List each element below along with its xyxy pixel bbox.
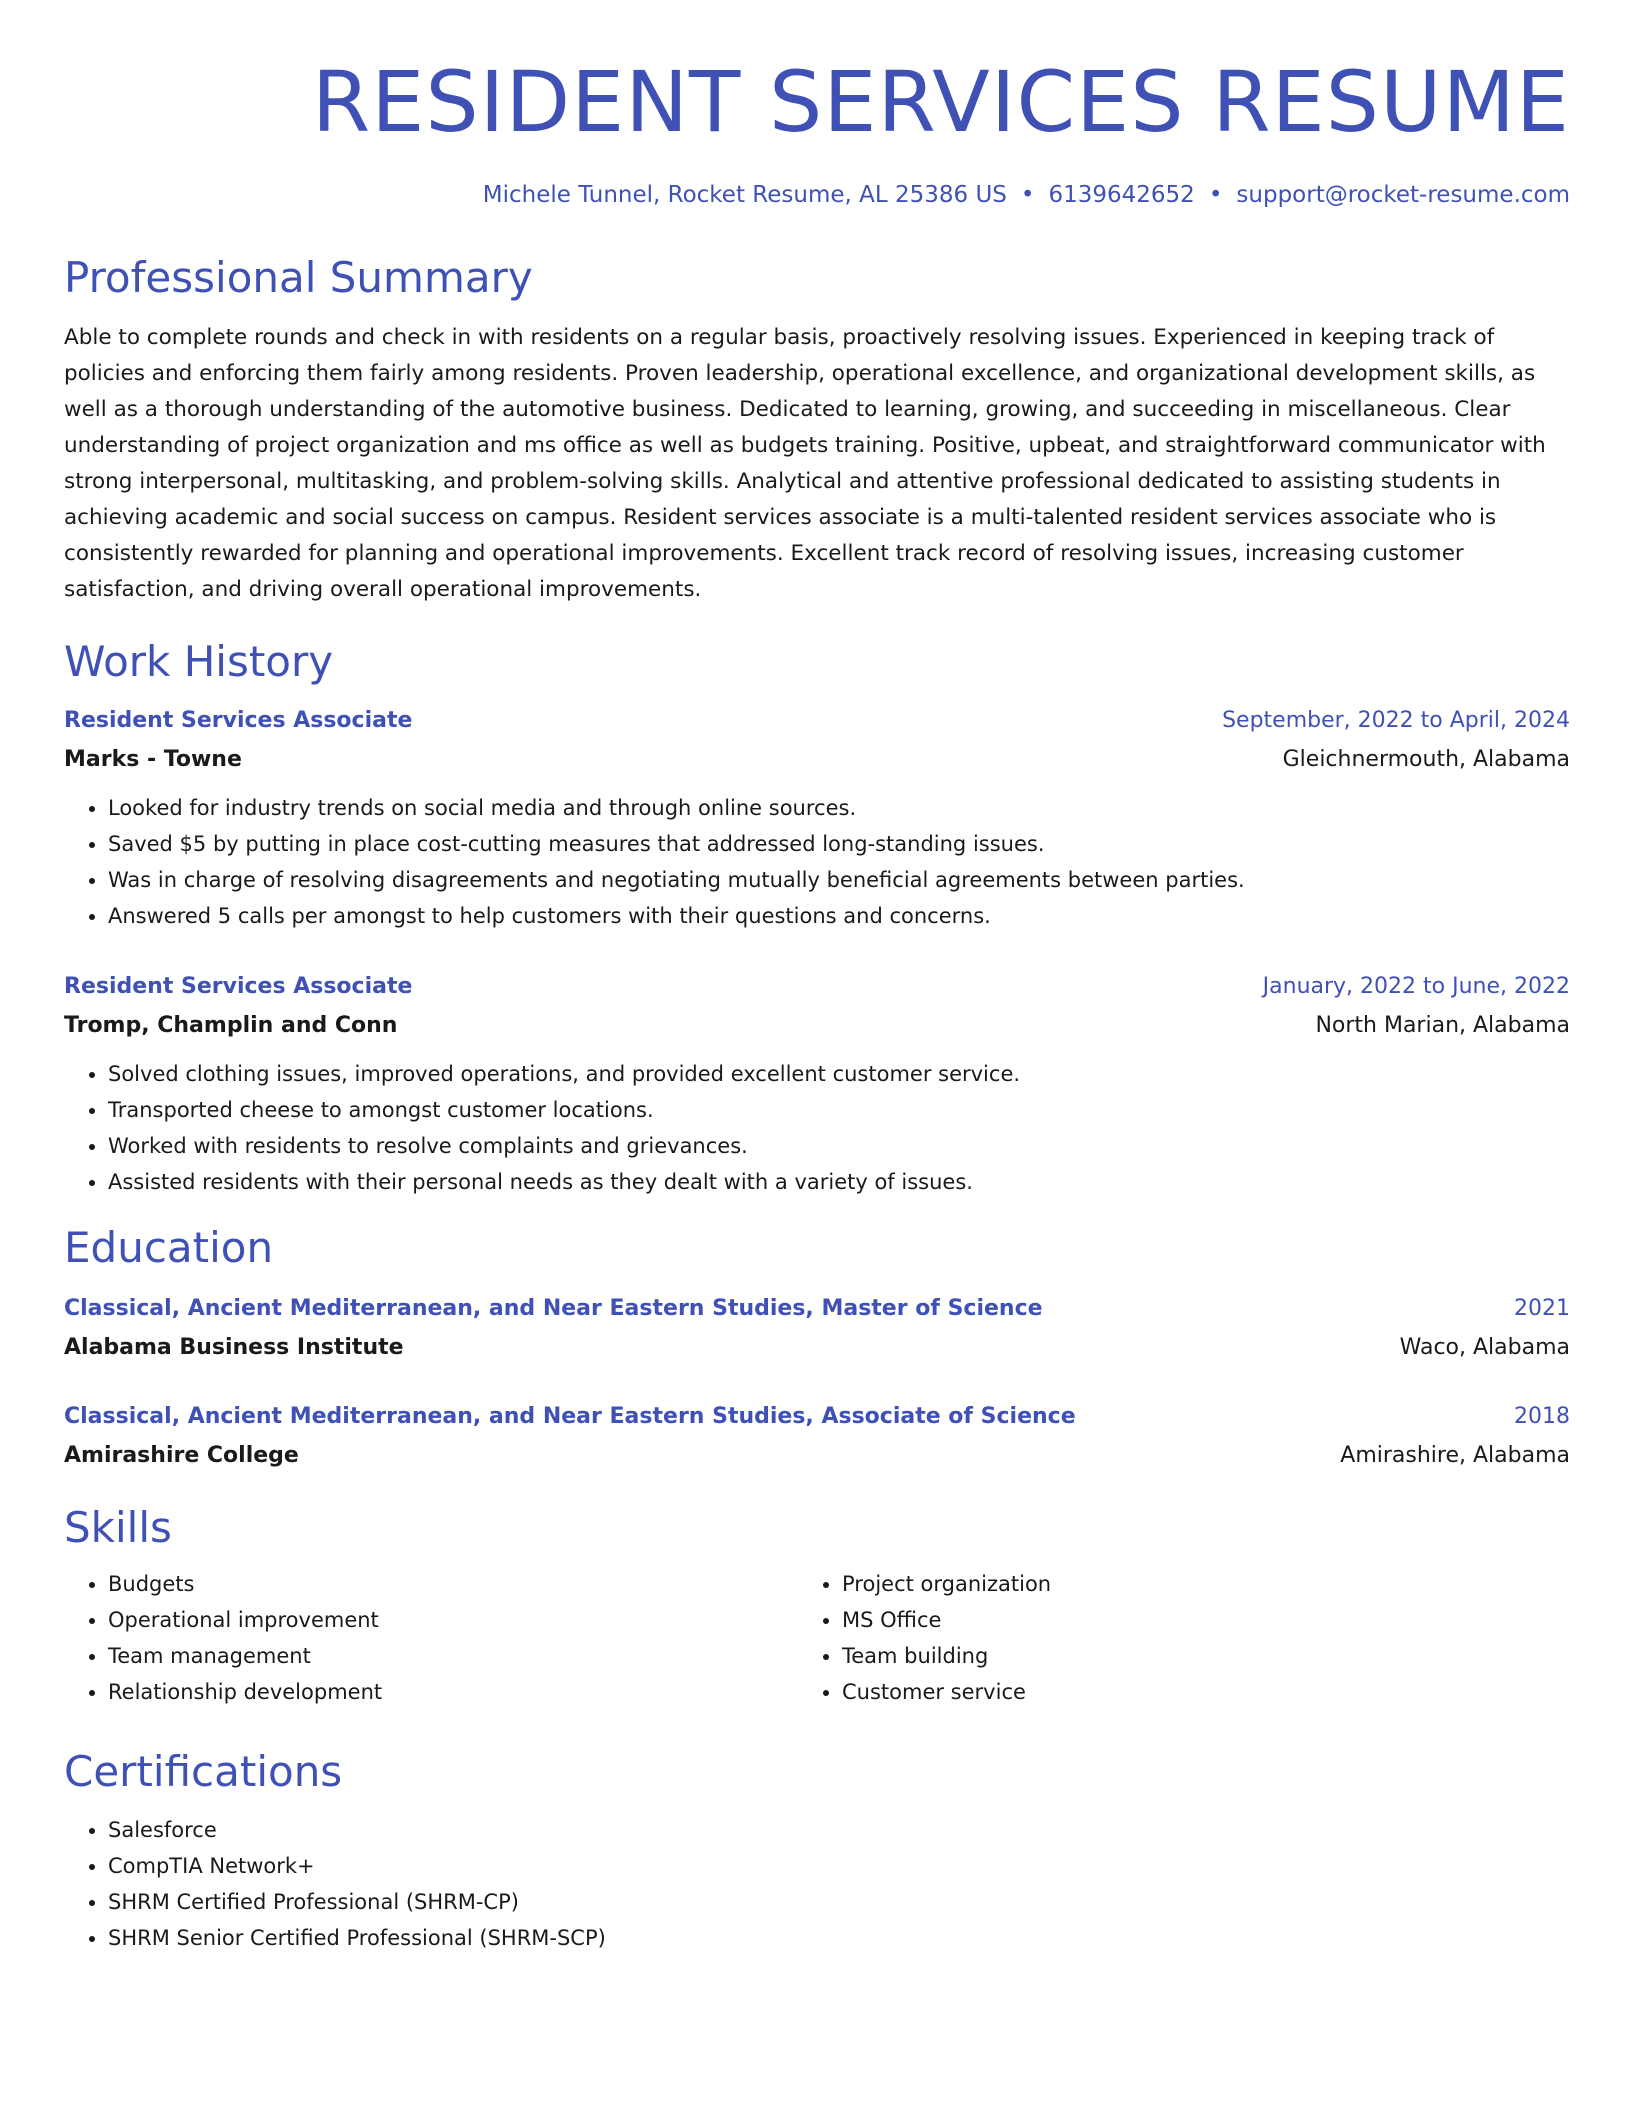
resume-title: RESIDENT SERVICES RESUME <box>311 53 1570 151</box>
job-location: Gleichnermouth, Alabama <box>1282 747 1570 772</box>
education-heading: Education <box>64 1223 274 1272</box>
skill-item: • Relationship development <box>108 1674 798 1710</box>
skill-item: • Operational improvement <box>108 1602 798 1638</box>
contact-line <box>64 178 1570 212</box>
education-location: Amirashire, Alabama <box>1340 1443 1570 1468</box>
contact-separator: • <box>1020 182 1035 208</box>
skill-item: • Customer service <box>842 1674 1532 1710</box>
skill-item: • Project organization <box>842 1566 1532 1602</box>
skill-item: • Team building <box>842 1638 1532 1674</box>
job-company: Marks - Towne <box>64 747 242 772</box>
education-year: 2018 <box>1514 1404 1570 1429</box>
summary-text: Able to complete rounds and check in with residents on a regular basis, proactively resolving issues. Experienced in keeping track of policies and enforcing them fairly among residents. Proven leadership, operational excellence, and organizational development skills, as well as a thorough understanding of the automotive business. Dedicated to learning, growing, and succeeding in miscellaneous. Clear understanding of project organization and ms office as well as budgets training. Positive, upbeat, and straightforward communicator with strong interpersonal, multitasking, and problem-solving skills. Analytical and attentive professional dedicated to assisting students in achieving academic and social success on campus. Resident services associate is a multi-talented resident services associate who is consistently rewarded for planning and operational improvements. Excellent track record of resolving issues, increasing customer satisfaction, and driving overall operational improvements. <box>64 325 1546 602</box>
job-bullet: • Answered 5 calls per amongst to help customers with their questions and concerns. <box>108 898 1570 934</box>
skills-columns <box>64 1566 1570 1710</box>
contact-phone: 6139642652 <box>1048 182 1195 208</box>
contact-email: support@rocket-resume.com <box>1236 182 1570 208</box>
certification-item: • SHRM Certified Professional (SHRM-CP) <box>108 1884 1570 1920</box>
job-location: North Marian, Alabama <box>1315 1013 1570 1038</box>
job-dates: September, 2022 to April, 2024 <box>1222 708 1570 733</box>
certifications-heading: Certifications <box>64 1747 343 1796</box>
job-bullet: • Transported cheese to amongst customer locations. <box>108 1092 1570 1128</box>
job-bullets <box>64 1056 1570 1200</box>
job-title: Resident Services Associate <box>64 974 413 999</box>
job-bullet: • Worked with residents to resolve complaints and grievances. <box>108 1128 1570 1164</box>
job-bullet: • Solved clothing issues, improved operations, and provided excellent customer service. <box>108 1056 1570 1092</box>
work-history-heading: Work History <box>64 637 334 686</box>
education-degree: Classical, Ancient Mediterranean, and Near Eastern Studies, Master of Science <box>64 1296 1043 1321</box>
skills-heading: Skills <box>64 1503 172 1552</box>
job-title: Resident Services Associate <box>64 708 413 733</box>
contact-separator: • <box>1208 182 1223 208</box>
job-entry <box>64 702 1570 934</box>
job-bullets <box>64 790 1570 934</box>
education-year: 2021 <box>1514 1296 1570 1321</box>
skill-item: • Team management <box>108 1638 798 1674</box>
education-entry <box>64 1290 1570 1368</box>
education-school: Amirashire College <box>64 1443 299 1468</box>
summary-heading: Professional Summary <box>64 253 533 302</box>
certifications-list <box>64 1812 1570 1956</box>
job-company: Tromp, Champlin and Conn <box>64 1013 398 1038</box>
certification-item: • Salesforce <box>108 1812 1570 1848</box>
skills-list-right <box>798 1566 1532 1710</box>
job-bullet: • Saved $5 by putting in place cost-cutting measures that addressed long-standing issues. <box>108 826 1570 862</box>
skill-item: • Budgets <box>108 1566 798 1602</box>
skills-list-left <box>64 1566 798 1710</box>
skill-item: • MS Office <box>842 1602 1532 1638</box>
education-location: Waco, Alabama <box>1399 1335 1570 1360</box>
education-degree: Classical, Ancient Mediterranean, and Near Eastern Studies, Associate of Science <box>64 1404 1076 1429</box>
certification-item: • SHRM Senior Certified Professional (SHRM-SCP) <box>108 1920 1570 1956</box>
education-entry <box>64 1398 1570 1476</box>
certification-item: • CompTIA Network+ <box>108 1848 1570 1884</box>
job-bullet: • Assisted residents with their personal needs as they dealt with a variety of issues. <box>108 1164 1570 1200</box>
job-entry <box>64 968 1570 1200</box>
job-dates: January, 2022 to June, 2022 <box>1262 974 1570 999</box>
job-bullet: • Was in charge of resolving disagreements and negotiating mutually beneficial agreements between parties. <box>108 862 1570 898</box>
contact-address: Michele Tunnel, Rocket Resume, AL 25386 US <box>482 182 1007 208</box>
job-bullet: • Looked for industry trends on social media and through online sources. <box>108 790 1570 826</box>
education-school: Alabama Business Institute <box>64 1335 404 1360</box>
